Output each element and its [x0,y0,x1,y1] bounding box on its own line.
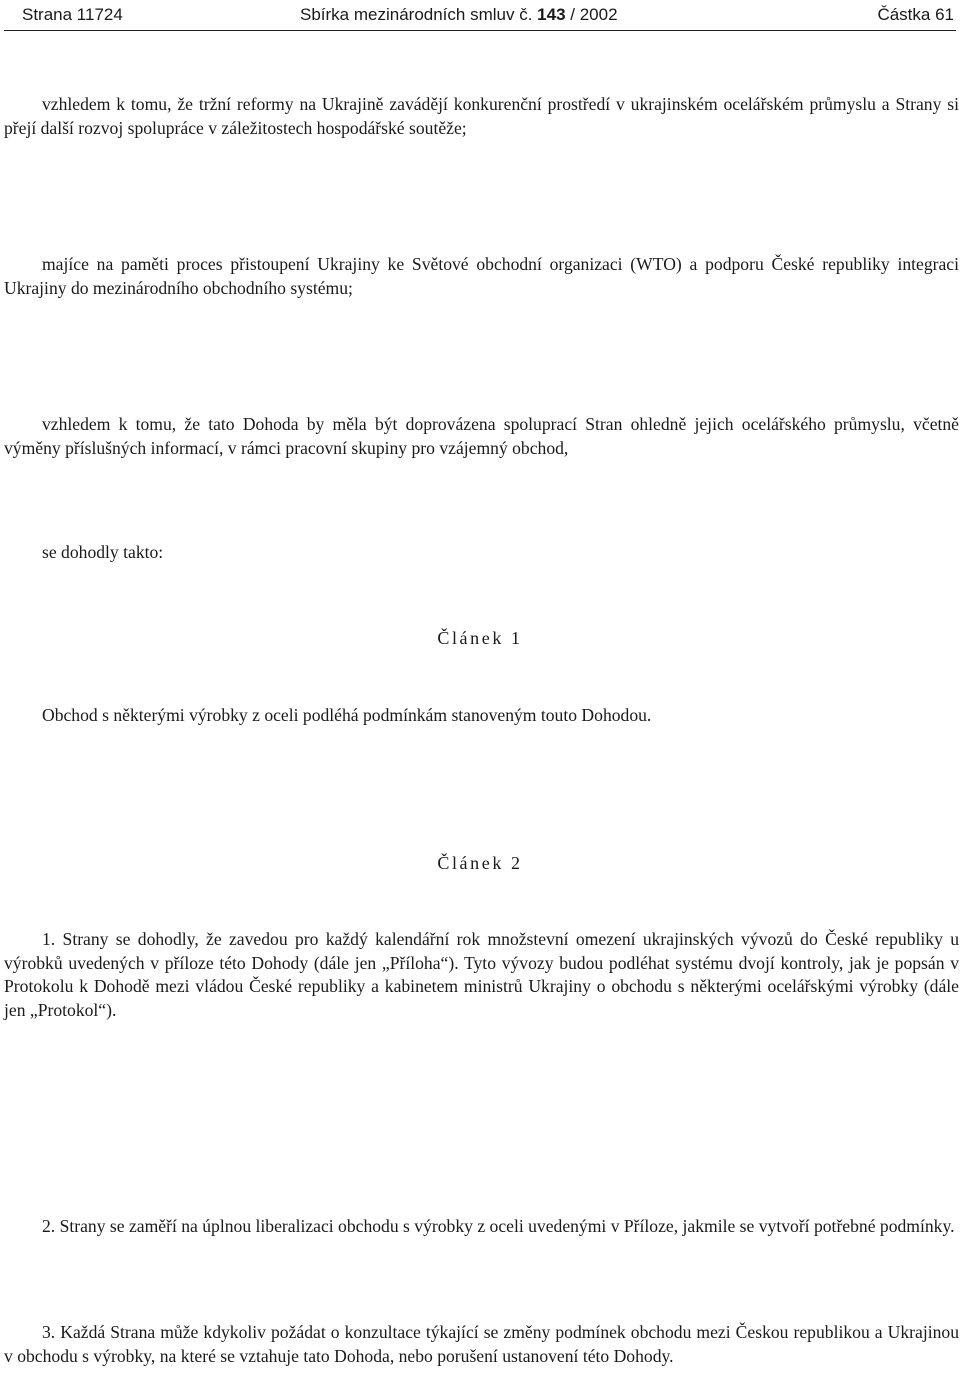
article-2-paragraph-1: 1. Strany se dohodly, že zavedou pro každý kalendářní rok množstevní omezení ukrajinských vývozů do České republiky u výrobků uvedených v příloze této Dohody (dále jen „Příloha“). Tyto vývozy budou podléhat systému dvojí kontroly, jak je popsán v Protokolu k Dohodě mezi vládou České republiky a kabinetem ministrů Ukrajiny o obchodu s některými ocelářskými výrobky (dále jen „Protokol“). [4,929,959,1020]
preamble-paragraph-2: majíce na paměti proces přistoupení Ukrajiny ke Světové obchodní organizaci (WTO) a podporu České republiky integraci Ukrajiny do mezinárodního obchodního systému; [4,254,959,298]
collection-title [300,1,618,29]
article-2-heading: Článek 2 [437,853,523,873]
collection-number: 143 [537,5,566,24]
collection-year: / 2002 [570,5,618,24]
article-1-text: Obchod s některými výrobky z oceli podléhá podmínkám stanoveným touto Dohodou. [42,705,652,725]
page-header [4,0,956,31]
page-number: Strana 11724 [22,5,123,24]
agreed-statement: se dohodly takto: [42,542,164,562]
article-1-heading: Článek 1 [437,628,523,648]
preamble-paragraph-3: vzhledem k tomu, že tato Dohoda by měla být doprovázena spoluprací Stran ohledně jejich ocelářského průmyslu, včetně výměny příslušných informací, v rámci pracovní skupiny pro vzájemný obchod, [4,414,959,458]
article-2-paragraph-3: 3. Každá Strana může kdykoliv požádat o konzultace týkající se změny podmínek obchodu mezi Českou republikou a Ukrajinou v obchodu s výrobky, na které se vztahuje tato Dohoda, nebo porušení ustanovení této Dohody. [4,1322,959,1366]
part-number: Částka 61 [877,5,954,24]
collection-prefix: Sbírka mezinárodních smluv č. [300,5,533,24]
preamble-paragraph-1: vzhledem k tomu, že tržní reformy na Ukrajině zavádějí konkurenční prostředí v ukrajinském ocelářském průmyslu a Strany si přejí další rozvoj spolupráce v záležitostech hospodářské soutěže; [4,94,959,138]
article-2-paragraph-2: 2. Strany se zaměří na úplnou liberalizaci obchodu s výrobky z oceli uvedenými v Příloze, jakmile se vytvoří potřebné podmínky. [42,1216,955,1236]
